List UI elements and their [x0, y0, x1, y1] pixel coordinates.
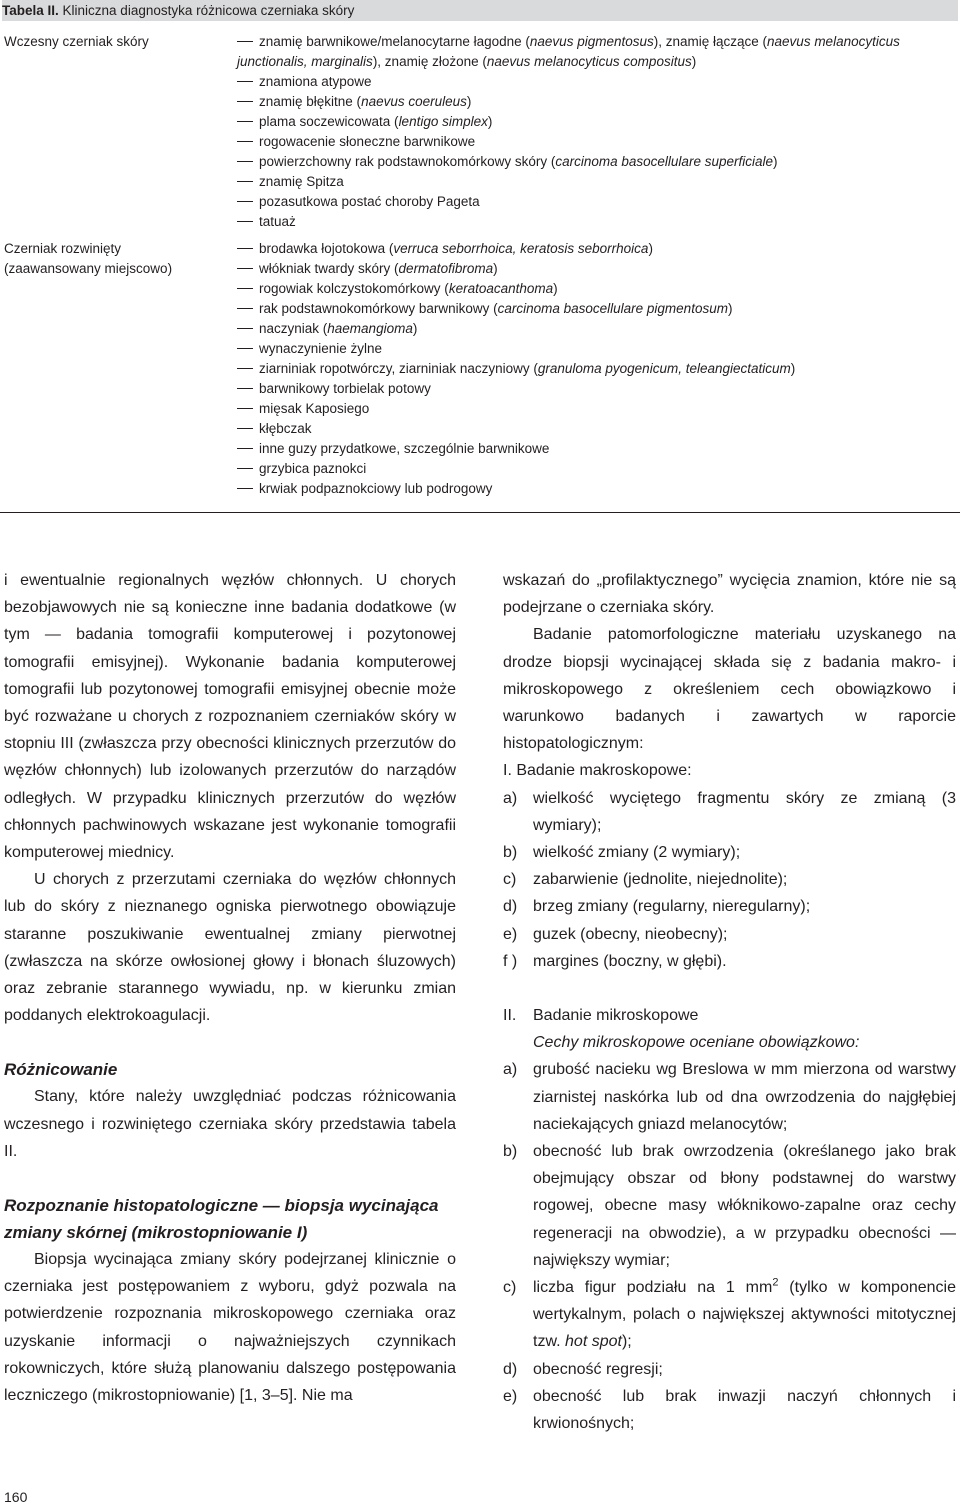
text: rogowacenie słoneczne barwnikowe	[259, 134, 476, 149]
text-italic: hot spot	[565, 1333, 622, 1351]
dash-icon	[237, 268, 253, 269]
item-text	[259, 114, 492, 129]
list-item	[503, 839, 956, 866]
table-list-item	[237, 239, 958, 259]
item-text	[259, 74, 372, 89]
table-title-label: Tabela II.	[2, 3, 59, 18]
dash-icon	[237, 488, 253, 489]
table-list-item	[237, 72, 958, 92]
table-title-text: Kliniczna diagnostyka różnicowa czerniaka skóry	[58, 3, 355, 18]
list-label: e)	[503, 925, 518, 943]
paragraph: Biopsja wycinająca zmiany skóry podejrzanej klinicznie o czerniaka jest postępowaniem z wyboru, gdyż pozwala na potwierdzenie rozpoznania mikroskopowego czerniaka oraz uzyskanie informacji o najważniejszych czynnikach rokowniczych, które służą planowaniu dalszego postępowania leczniczego (mikrostopniowanie) [1, 3–5]. Nie ma	[4, 1251, 456, 1405]
dash-icon	[237, 141, 253, 142]
table-title	[2, 0, 958, 21]
dash-icon	[237, 368, 253, 369]
list-text: obecność lub brak inwazji naczyń chłonnych i krwionośnych;	[533, 1387, 956, 1433]
table-list-item	[237, 359, 958, 379]
text: rogowiak kolczystokomórkowy (	[259, 281, 449, 296]
text: plama soczewicowata (	[259, 114, 399, 129]
text: )	[648, 241, 653, 256]
list-label: d)	[503, 1360, 518, 1378]
dash-icon	[237, 328, 253, 329]
text: )	[727, 301, 733, 316]
dash-icon	[237, 408, 253, 409]
list-text: zabarwienie (jednolite, niejednolite);	[533, 871, 788, 889]
text: )	[553, 281, 558, 296]
text: znamię Spitza	[259, 174, 344, 189]
italic-text: keratoacanthoma	[448, 281, 554, 296]
list-text: wielkość wyciętego fragmentu skóry ze zmianą (3 wymiary);	[533, 789, 956, 834]
italic-text: carcinoma basocellulare pigmentosum	[497, 301, 728, 316]
item-text	[259, 174, 344, 189]
paragraph: Badanie patomorfologiczne materiału uzyskanego na drodze biopsji wycinającej składa się z badania makro- i mikroskopowego z określeniem cech obowiązkowo i warunkowo badanych i zawartych w raporcie histopatologicznym:	[503, 626, 956, 753]
text: krwiak podpaznokciowy lub podrogowy	[259, 481, 493, 496]
item-text	[259, 281, 558, 296]
item-text	[259, 94, 471, 109]
italic-text: naevus melanocyticus compositus	[486, 54, 692, 69]
dash-icon	[237, 448, 253, 449]
item-text	[259, 241, 653, 256]
paragraph: U chorych z przerzutami czerniaka do węzłów chłonnych lub do skóry z nieznanego ogniska pierwotnego obowiązuje staranne poszukiwanie ewentualnej zmiany pierwotnej (zwłaszcza na skórze owłosionej głowy i błonach śluzowych) oraz zebranie starannego wywiadu, np. w kierunku zmian poddanych elektrokoagulacji.	[4, 871, 456, 1025]
item-text	[259, 341, 382, 356]
text-mid: (tylko w komponencie wertykalnym, polach o największej aktywności mitotycznej tzw.	[533, 1279, 956, 1351]
list-label: c)	[503, 1279, 517, 1297]
table-list-item	[237, 92, 958, 112]
dash-icon	[237, 41, 253, 42]
list-heading: I. Badanie makroskopowe:	[503, 762, 692, 780]
micro-list	[503, 1056, 956, 1437]
text: grzybica paznokci	[259, 461, 367, 476]
table-list-item	[237, 152, 958, 172]
table-list-item	[237, 339, 958, 359]
text: )	[412, 321, 418, 336]
table-list-item	[237, 172, 958, 192]
list-item	[503, 785, 956, 839]
table-list-item	[237, 399, 958, 419]
dash-icon	[237, 161, 253, 162]
micro-heading-row	[503, 1002, 956, 1029]
early-melanoma-label: Wczesny czerniak skóry	[4, 34, 149, 49]
italic-text: naevus coeruleus	[361, 94, 467, 109]
item-text	[259, 481, 492, 496]
early-melanoma-items	[237, 72, 958, 232]
dash-icon	[237, 288, 253, 289]
table-list-item	[237, 379, 958, 399]
list-text: margines (boczny, w głębi).	[533, 952, 727, 970]
item-text	[259, 361, 795, 376]
list-heading: Badanie mikroskopowe	[533, 1007, 699, 1025]
paragraph: Stany, które należy uwzględniać podczas różnicowania wczesnego i rozwiniętego czerniaka skóry przedstawia tabela II.	[4, 1088, 456, 1160]
text: inne guzy przydatkowe, szczególnie barwnikowe	[259, 441, 550, 456]
dash-icon	[237, 81, 253, 82]
list-text: guzek (obecny, nieobecny);	[533, 925, 728, 943]
table-list-item	[237, 299, 958, 319]
table-list-item	[237, 459, 958, 479]
text: ), znamię łączące (	[653, 34, 768, 49]
table-list-item	[237, 259, 958, 279]
list-label: b)	[503, 844, 518, 862]
list-item	[503, 921, 956, 948]
advanced-label-line2: (zaawansowany miejscowo)	[4, 261, 173, 276]
list-item	[503, 1356, 956, 1383]
item-text	[259, 461, 366, 476]
list-text: obecność lub brak owrzodzenia (określanego jako brak obejmujący obszar od błony podstawnej do warstwy rogowej, obecne masy włóknikowo-zapalne oraz cechy regeneracji na obwodzie), a w przypadku obecności — największy wymiar;	[533, 1143, 956, 1269]
list-item	[503, 1056, 956, 1138]
dash-icon	[237, 308, 253, 309]
table-list-item	[237, 479, 958, 499]
text: brodawka łojotokowa (	[259, 241, 394, 256]
text: barwnikowy torbielak potowy	[259, 381, 431, 396]
text: tatuaż	[259, 214, 296, 229]
list-label: c)	[503, 871, 517, 889]
italic-text: lentigo simplex	[398, 114, 488, 129]
text: )	[466, 94, 472, 109]
text: mięsak Kaposiego	[259, 401, 370, 416]
item-text	[259, 154, 777, 169]
item-text	[259, 261, 498, 276]
text: kłębczak	[259, 421, 312, 436]
item-text	[259, 441, 549, 456]
table-list-item	[237, 132, 958, 152]
advanced-melanoma-items	[237, 239, 958, 499]
italic-text: naevus pigmentosus	[529, 34, 654, 49]
paragraph: i ewentualnie regionalnych węzłów chłonnych. U chorych bezobjawowych nie są konieczne inne badania dodatkowe (w tym — badania tomografii komputerowej i pozytonowej tomografii emisyjnej). Wykonanie badania komputerowej tomografii lub pozytonowej tomografii emisyjnej obecnie może być rozważane u chorych z rozpoznaniem czerniaków skóry w stopniu III (zwłaszcza przy obecności klinicznych przerzutów do węzłów chłonnych) lub izolowanych przerzutów do narządów odległych. W przypadku klinicznych przerzutów do węzłów chłonnych pachwinowych wskazane jest wykonanie tomografii komputerowej miednicy.	[4, 572, 456, 862]
text: rak podstawnokomórkowy barwnikowy (	[259, 301, 498, 316]
table-list-item	[237, 112, 958, 132]
text-before: liczba figur podziału na 1 mm	[533, 1279, 773, 1297]
italic-text: naevus melanocyticus junctionalis, marginalis	[237, 34, 900, 69]
list-label: b)	[503, 1143, 518, 1161]
list-text: obecność regresji;	[533, 1360, 663, 1378]
table-list-item	[237, 192, 958, 212]
text: znamię błękitne (	[259, 94, 362, 109]
list-label: f )	[503, 952, 518, 970]
text: )	[487, 114, 493, 129]
list-label: a)	[503, 1061, 518, 1079]
page-number: 160	[4, 1489, 28, 1505]
italic-text: verruca seborrhoica, keratosis seborrhoica	[393, 241, 649, 256]
dash-icon	[237, 201, 253, 202]
list-label: e)	[503, 1387, 518, 1405]
advanced-melanoma-list	[237, 239, 958, 499]
text: )	[493, 261, 498, 276]
list-text: brzeg zmiany (regularny, nieregularny);	[533, 898, 811, 916]
list-subheading: Cechy mikroskopowe oceniane obowiązkowo:	[533, 1034, 860, 1052]
macro-list	[503, 785, 956, 975]
paragraph: wskazań do „profilaktycznego” wycięcia znamion, które nie są podejrzane o czerniaka skóry.	[503, 572, 956, 617]
table-bottom-rule	[0, 512, 960, 513]
text: włókniak twardy skóry (	[259, 261, 399, 276]
early-melanoma-list	[237, 32, 958, 232]
section-heading: Rozpoznanie histopatologiczne — biopsja wycinająca zmiany skórnej (mikrostopniowanie I)	[4, 1196, 439, 1243]
table-list-item	[237, 439, 958, 459]
list-text: wielkość zmiany (2 wymiary);	[533, 844, 741, 862]
list-label: II.	[503, 1007, 517, 1025]
list-label: d)	[503, 898, 518, 916]
micro-subheading-row	[503, 1029, 956, 1056]
list-text: grubość nacieku wg Breslowa w mm mierzona od warstwy ziarnistej naskórka lub od dna owrzodzenia do najgłębiej naciekających gniazd melanocytów;	[533, 1061, 956, 1133]
item-text	[259, 301, 732, 316]
text: pozasutkowa postać choroby Pageta	[259, 194, 480, 209]
text: ziarniniak ropotwórczy, ziarniniak naczyniowy (	[259, 361, 538, 376]
italic-text: haemangioma	[327, 321, 413, 336]
text: )	[691, 54, 697, 69]
dash-icon	[237, 221, 253, 222]
list-item	[503, 1274, 956, 1356]
italic-text: carcinoma basocellulare superficiale	[555, 154, 773, 169]
right-column	[503, 567, 956, 1437]
text: naczyniak (	[259, 321, 328, 336]
left-column	[4, 567, 456, 1409]
list-item	[503, 1138, 956, 1274]
item-text	[259, 421, 312, 436]
sup: 2	[772, 1276, 779, 1289]
list-label: a)	[503, 789, 518, 807]
text-after: );	[621, 1333, 632, 1351]
item-text	[259, 321, 417, 336]
text: znamiona atypowe	[259, 74, 372, 89]
dash-icon	[237, 348, 253, 349]
list-text	[533, 1274, 956, 1356]
list-item	[503, 948, 956, 975]
dash-icon	[237, 388, 253, 389]
item-text	[259, 134, 475, 149]
list-item	[503, 1383, 956, 1437]
item-text	[259, 194, 480, 209]
dash-icon	[237, 181, 253, 182]
text: )	[790, 361, 796, 376]
dash-icon	[237, 121, 253, 122]
item-text	[259, 401, 369, 416]
list-item	[503, 893, 956, 920]
item-text	[237, 34, 900, 69]
text: )	[772, 154, 778, 169]
item-text	[259, 381, 431, 396]
item-text	[259, 214, 296, 229]
dash-icon	[237, 101, 253, 102]
text: ), znamię złożone (	[372, 54, 487, 69]
early-melanoma-item	[237, 32, 958, 72]
advanced-melanoma-label	[4, 239, 172, 279]
section-heading: Różnicowanie	[4, 1060, 118, 1080]
text: znamię barwnikowe/melanocytarne łagodne (	[259, 34, 530, 49]
table-list-item	[237, 319, 958, 339]
advanced-label-line1: Czerniak rozwinięty	[4, 241, 122, 256]
dash-icon	[237, 468, 253, 469]
text: wynaczynienie żylne	[259, 341, 383, 356]
table-list-item	[237, 212, 958, 232]
table-list-item	[237, 419, 958, 439]
italic-text: granuloma pyogenicum, teleangiectaticum	[537, 361, 791, 376]
table-list-item	[237, 279, 958, 299]
list-item	[503, 866, 956, 893]
dash-icon	[237, 428, 253, 429]
dash-icon	[237, 248, 253, 249]
text: powierzchowny rak podstawnokomórkowy skóry (	[259, 154, 556, 169]
italic-text: dermatofibroma	[398, 261, 494, 276]
